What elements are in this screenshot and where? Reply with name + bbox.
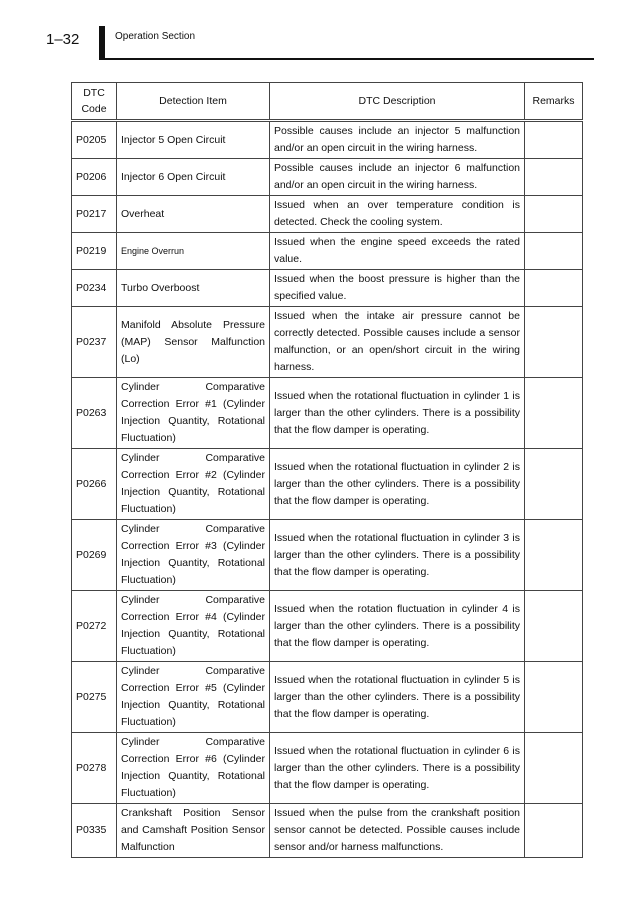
remarks-cell bbox=[525, 307, 583, 378]
table-row bbox=[72, 307, 583, 378]
detection-item-cell: Manifold Absolute Pressure (MAP) Sensor Malfunction (Lo) bbox=[117, 307, 270, 378]
detection-item-cell: Injector 6 Open Circuit bbox=[117, 159, 270, 196]
dtc-description-cell: Issued when the intake air pressure cannot be correctly detected. Possible causes include a sensor malfunction, or an open/short circuit in the wiring harness. bbox=[270, 307, 525, 378]
dtc-code-cell: P0269 bbox=[72, 520, 117, 591]
remarks-cell bbox=[525, 733, 583, 804]
detection-item-cell: Cylinder Comparative Correction Error #4 (Cylinder Injection Quantity, Rotational Fluctuation) bbox=[117, 591, 270, 662]
detection-item-cell: Cylinder Comparative Correction Error #1 (Cylinder Injection Quantity, Rotational Fluctuation) bbox=[117, 378, 270, 449]
remarks-cell bbox=[525, 449, 583, 520]
detection-item-cell: Engine Overrun bbox=[117, 233, 270, 270]
dtc-description-cell: Issued when an over temperature condition is detected. Check the cooling system. bbox=[270, 196, 525, 233]
table-row bbox=[72, 121, 583, 159]
remarks-cell bbox=[525, 804, 583, 858]
table-row bbox=[72, 591, 583, 662]
detection-item-cell: Cylinder Comparative Correction Error #3 (Cylinder Injection Quantity, Rotational Fluctuation) bbox=[117, 520, 270, 591]
dtc-description-cell: Issued when the rotational fluctuation in cylinder 1 is larger than the other cylinders. There is a possibility that the flow damper is operating. bbox=[270, 378, 525, 449]
detection-item-cell: Overheat bbox=[117, 196, 270, 233]
column-header-remarks: Remarks bbox=[525, 83, 583, 121]
dtc-code-cell: P0205 bbox=[72, 121, 117, 159]
header-rule bbox=[99, 58, 594, 60]
detection-item-cell: Turbo Overboost bbox=[117, 270, 270, 307]
dtc-code-cell: P0275 bbox=[72, 662, 117, 733]
table-row bbox=[72, 233, 583, 270]
dtc-description-cell: Issued when the rotational fluctuation in cylinder 6 is larger than the other cylinders. There is a possibility that the flow damper is operating. bbox=[270, 733, 525, 804]
dtc-description-cell: Possible causes include an injector 6 malfunction and/or an open circuit in the wiring harness. bbox=[270, 159, 525, 196]
detection-item-cell: Cylinder Comparative Correction Error #2 (Cylinder Injection Quantity, Rotational Fluctuation) bbox=[117, 449, 270, 520]
dtc-description-cell: Possible causes include an injector 5 malfunction and/or an open circuit in the wiring harness. bbox=[270, 121, 525, 159]
table-row bbox=[72, 662, 583, 733]
dtc-code-cell: P0237 bbox=[72, 307, 117, 378]
table-row bbox=[72, 196, 583, 233]
dtc-description-cell: Issued when the engine speed exceeds the rated value. bbox=[270, 233, 525, 270]
dtc-code-cell: P0272 bbox=[72, 591, 117, 662]
header-bar bbox=[99, 26, 105, 58]
remarks-cell bbox=[525, 591, 583, 662]
remarks-cell bbox=[525, 233, 583, 270]
remarks-cell bbox=[525, 159, 583, 196]
dtc-code-cell: P0263 bbox=[72, 378, 117, 449]
dtc-description-cell: Issued when the rotational fluctuation in cylinder 2 is larger than the other cylinders. There is a possibility that the flow damper is operating. bbox=[270, 449, 525, 520]
column-header-dtc-code: DTC Code bbox=[72, 83, 117, 121]
table-row bbox=[72, 804, 583, 858]
dtc-code-cell: P0266 bbox=[72, 449, 117, 520]
dtc-code-cell: P0278 bbox=[72, 733, 117, 804]
detection-item-cell: Cylinder Comparative Correction Error #6 (Cylinder Injection Quantity, Rotational Fluctuation) bbox=[117, 733, 270, 804]
dtc-description-cell: Issued when the rotational fluctuation in cylinder 3 is larger than the other cylinders. There is a possibility that the flow damper is operating. bbox=[270, 520, 525, 591]
table-row bbox=[72, 449, 583, 520]
remarks-cell bbox=[525, 378, 583, 449]
remarks-cell bbox=[525, 121, 583, 159]
remarks-cell bbox=[525, 196, 583, 233]
dtc-code-cell: P0335 bbox=[72, 804, 117, 858]
column-header-dtc-description: DTC Description bbox=[270, 83, 525, 121]
dtc-code-cell: P0206 bbox=[72, 159, 117, 196]
table-row bbox=[72, 520, 583, 591]
dtc-code-cell: P0219 bbox=[72, 233, 117, 270]
table-row bbox=[72, 270, 583, 307]
remarks-cell bbox=[525, 520, 583, 591]
detection-item-cell: Crankshaft Position Sensor and Camshaft Position Sensor Malfunction bbox=[117, 804, 270, 858]
dtc-description-cell: Issued when the rotation fluctuation in cylinder 4 is larger than the other cylinders. There is a possibility that the flow damper is operating. bbox=[270, 591, 525, 662]
remarks-cell bbox=[525, 662, 583, 733]
detection-item-cell: Injector 5 Open Circuit bbox=[117, 121, 270, 159]
section-title: Operation Section bbox=[115, 31, 196, 42]
detection-item-cell: Cylinder Comparative Correction Error #5 (Cylinder Injection Quantity, Rotational Fluctuation) bbox=[117, 662, 270, 733]
column-header-detection-item: Detection Item bbox=[117, 83, 270, 121]
table-header-row bbox=[72, 83, 583, 121]
dtc-table bbox=[71, 82, 583, 858]
dtc-code-cell: P0234 bbox=[72, 270, 117, 307]
page-number: 1–32 bbox=[46, 31, 80, 48]
dtc-description-cell: Issued when the rotational fluctuation in cylinder 5 is larger than the other cylinders. There is a possibility that the flow damper is operating. bbox=[270, 662, 525, 733]
remarks-cell bbox=[525, 270, 583, 307]
dtc-description-cell: Issued when the pulse from the crankshaft position sensor cannot be detected. Possible causes include sensor and/or harness malfunctions. bbox=[270, 804, 525, 858]
table-row bbox=[72, 159, 583, 196]
table-row bbox=[72, 733, 583, 804]
table-row bbox=[72, 378, 583, 449]
dtc-description-cell: Issued when the boost pressure is higher than the specified value. bbox=[270, 270, 525, 307]
dtc-code-cell: P0217 bbox=[72, 196, 117, 233]
